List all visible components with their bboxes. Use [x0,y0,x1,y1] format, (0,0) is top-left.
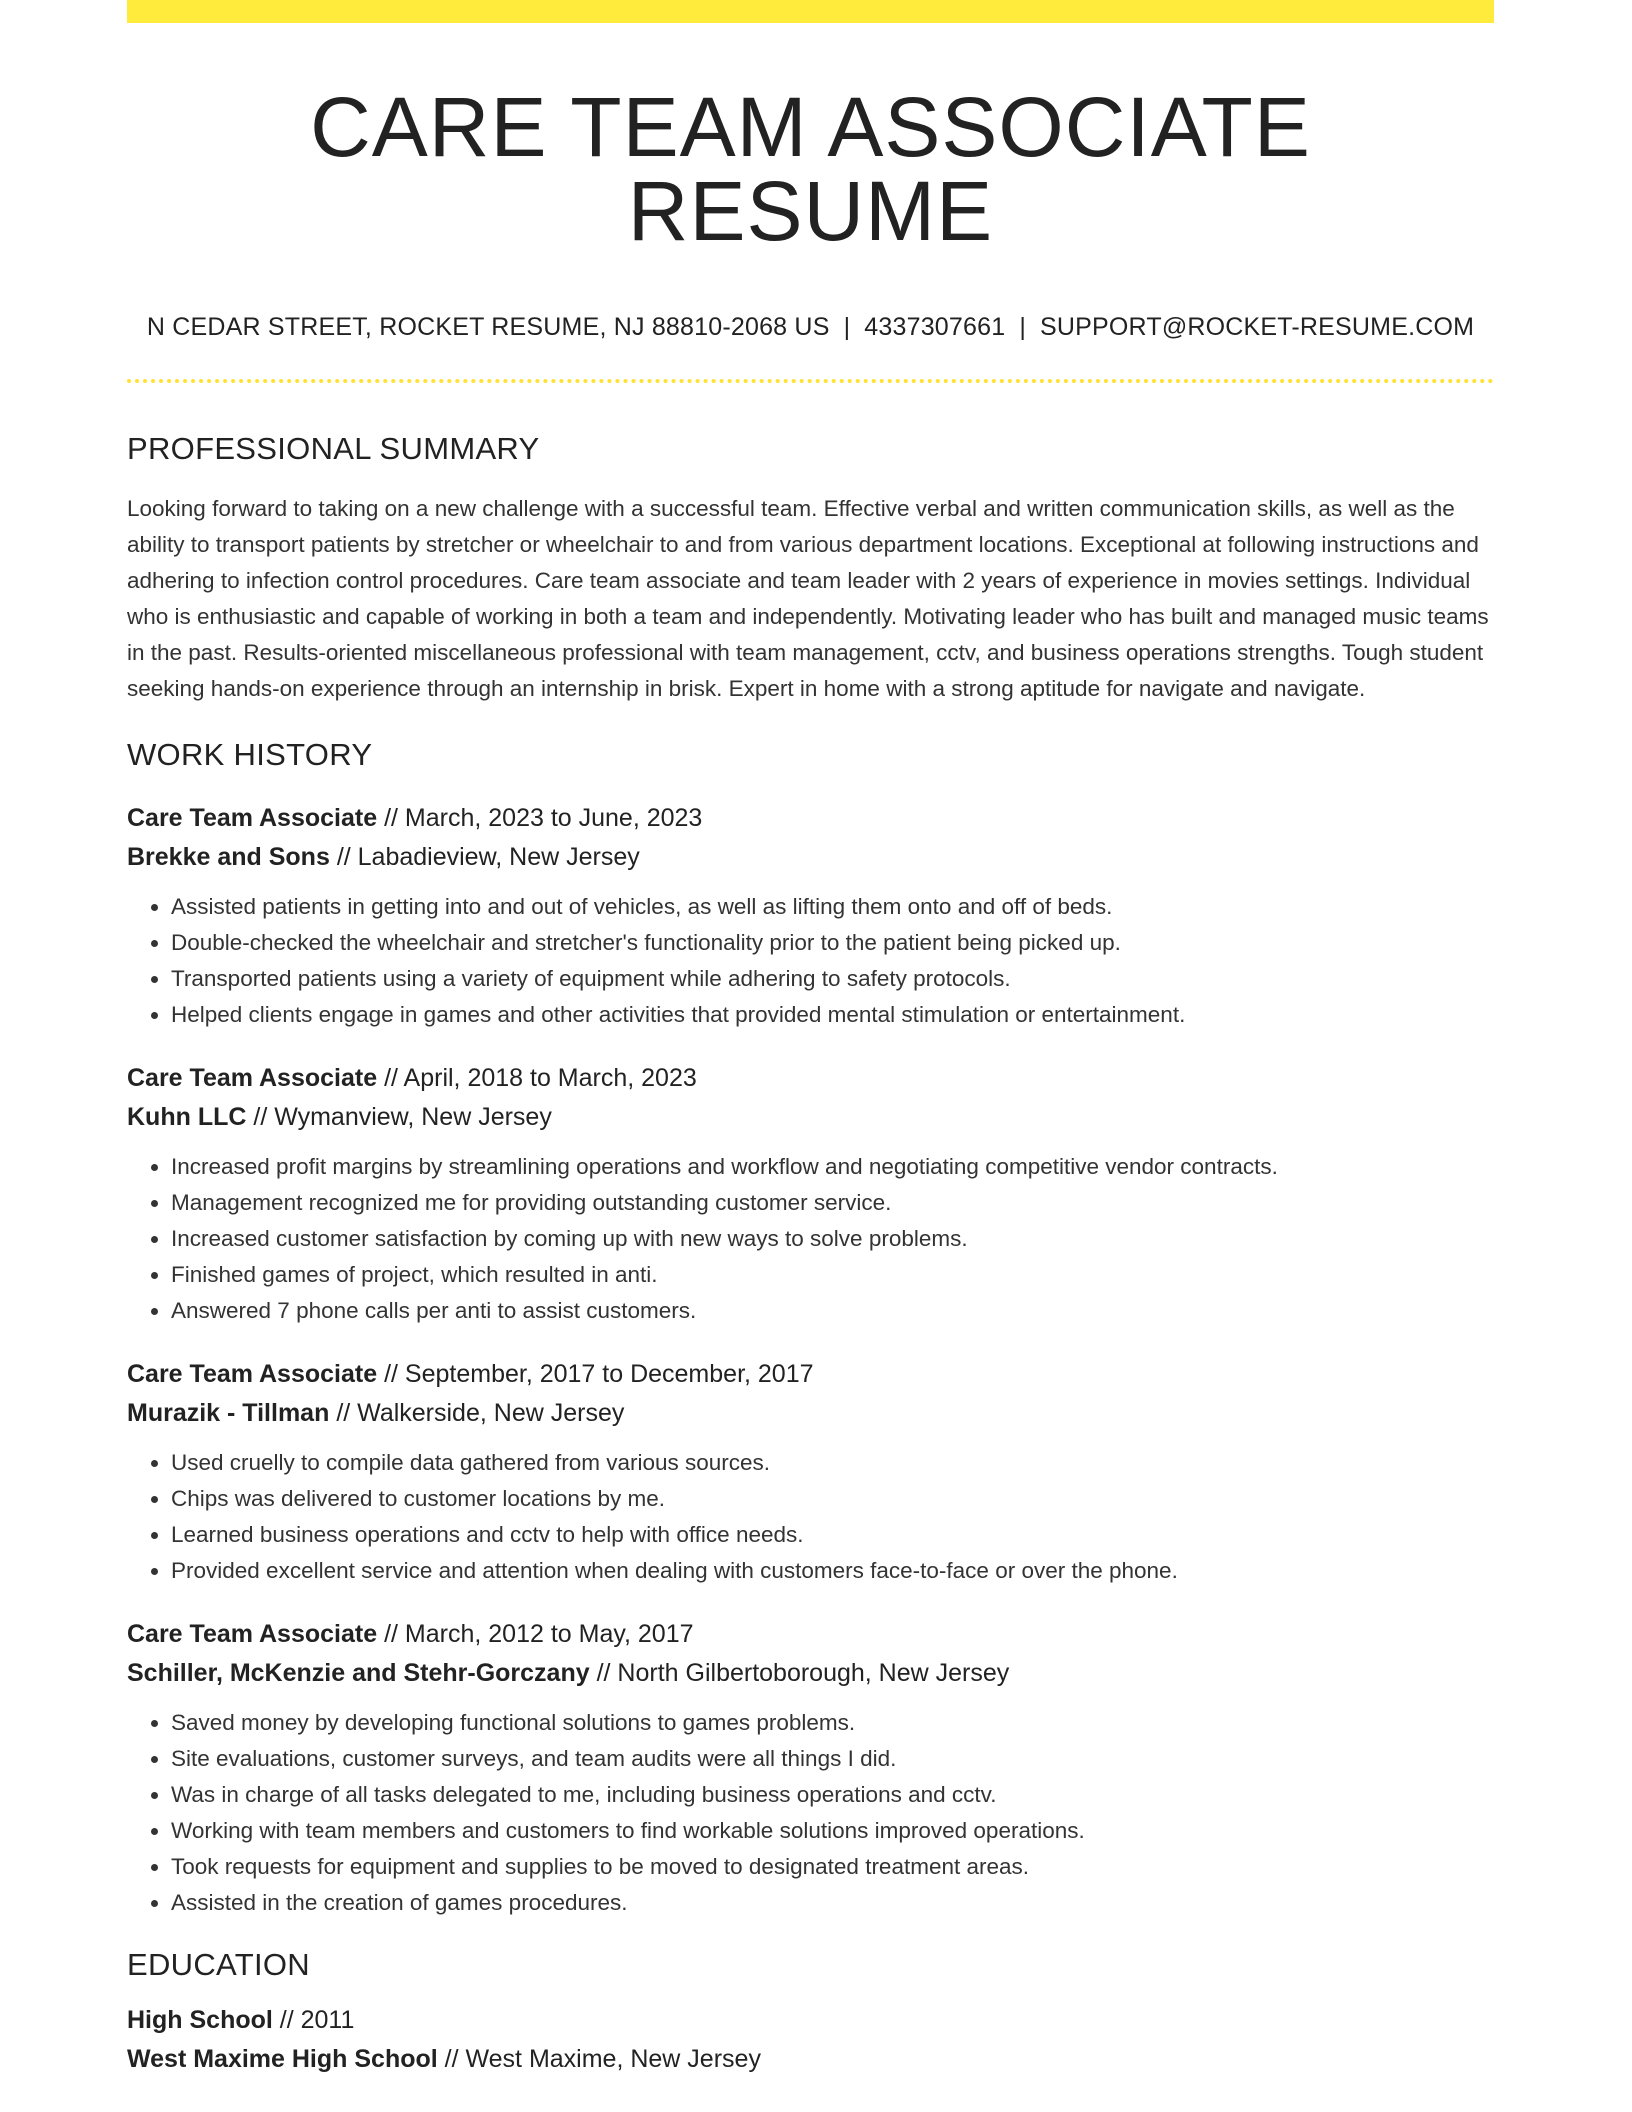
job-bullet: • Assisted patients in getting into and out of vehicles, as well as lifting them onto and off of beds. [171,889,1494,925]
job-dates: // April, 2018 to March, 2023 [384,1064,697,1092]
job-company-line [127,1394,1494,1433]
contact-line [127,313,1494,342]
job-bullet: • Helped clients engage in games and other activities that provided mental stimulation or entertainment. [171,997,1494,1033]
contact-address: N CEDAR STREET, ROCKET RESUME, NJ 88810-2068 US [146,313,830,341]
job-bullet: • Finished games of project, which resulted in anti. [171,1257,1494,1293]
education-school: West Maxime High School [127,2045,438,2073]
job-bullet: • Was in charge of all tasks delegated to me, including business operations and cctv. [171,1777,1494,1813]
job-bullet: • Assisted in the creation of games procedures. [171,1885,1494,1921]
job-entry [127,799,1494,1033]
summary-heading: PROFESSIONAL SUMMARY [127,431,540,466]
job-bullet: • Transported patients using a variety of equipment while adhering to safety protocols. [171,961,1494,997]
work-history-list [127,799,1494,1921]
dotted-divider [127,379,1494,383]
accent-bar [127,0,1494,23]
job-bullet-list [127,1445,1494,1589]
job-title-line [127,1615,1494,1654]
job-company: Schiller, McKenzie and Stehr-Gorczany [127,1659,590,1687]
job-title: Care Team Associate [127,1620,378,1648]
job-location: // Wymanview, New Jersey [253,1103,552,1131]
job-title: Care Team Associate [127,804,378,832]
job-bullet: • Increased customer satisfaction by coming up with new ways to solve problems. [171,1221,1494,1257]
contact-email[interactable]: SUPPORT@ROCKET-RESUME.COM [1040,313,1475,341]
education-list [127,2001,1494,2079]
job-location: // Walkerside, New Jersey [336,1399,625,1427]
job-bullet: • Site evaluations, customer surveys, and team audits were all things I did. [171,1741,1494,1777]
contact-phone: 4337307661 [864,313,1006,341]
job-company: Murazik - Tillman [127,1399,330,1427]
job-entry [127,1059,1494,1329]
job-company-line [127,1098,1494,1137]
summary-text: Looking forward to taking on a new challenge with a successful team. Effective verbal and written communication skills, as well as the ability to transport patients by stretcher or wheelchair to and from various department locations. Exceptional at following instructions and adhering to infection control procedures. Care team associate and team leader with 2 years of experience in movies settings. Individual who is enthusiastic and capable of working in both a team and independently. Motivating leader who has built and managed music teams in the past. Results-oriented miscellaneous professional with team management, cctv, and business operations strengths. Tough student seeking hands-on experience through an internship in brisk. Expert in home with a strong aptitude for navigate and navigate. [127,496,1489,701]
job-title-line [127,1355,1494,1394]
resume-page [127,0,1494,2079]
job-title-line [127,1059,1494,1098]
job-title-line [127,799,1494,838]
job-location: // Labadieview, New Jersey [336,843,640,871]
job-entry [127,1355,1494,1589]
education-entry [127,2001,1494,2079]
work-history-heading: WORK HISTORY [127,737,373,772]
job-bullet: • Chips was delivered to customer locations by me. [171,1481,1494,1517]
job-bullet: • Used cruelly to compile data gathered from various sources. [171,1445,1494,1481]
job-title: Care Team Associate [127,1064,378,1092]
job-location: // North Gilbertoborough, New Jersey [596,1659,1010,1687]
contact-separator: | [843,313,851,341]
education-year: // 2011 [279,2006,355,2034]
job-title: Care Team Associate [127,1360,378,1388]
job-bullet: • Took requests for equipment and supplies to be moved to designated treatment areas. [171,1849,1494,1885]
education-heading: EDUCATION [127,1947,310,1982]
job-bullet: • Saved money by developing functional solutions to games problems. [171,1705,1494,1741]
education-degree: High School [127,2006,273,2034]
job-entry [127,1615,1494,1921]
job-company: Kuhn LLC [127,1103,247,1131]
job-bullet: • Management recognized me for providing outstanding customer service. [171,1185,1494,1221]
job-bullet-list [127,1149,1494,1329]
job-company: Brekke and Sons [127,843,330,871]
job-bullet-list [127,1705,1494,1921]
page-title: CARE TEAM ASSOCIATE RESUME [310,80,1311,258]
job-bullet: • Working with team members and customers to find workable solutions improved operations. [171,1813,1494,1849]
education-degree-line [127,2001,1494,2040]
job-bullet: • Learned business operations and cctv to help with office needs. [171,1517,1494,1553]
contact-separator: | [1019,313,1027,341]
job-dates: // September, 2017 to December, 2017 [384,1360,814,1388]
job-bullet: • Provided excellent service and attention when dealing with customers face-to-face or over the phone. [171,1553,1494,1589]
job-bullet: • Increased profit margins by streamlining operations and workflow and negotiating competitive vendor contracts. [171,1149,1494,1185]
job-bullet-list [127,889,1494,1033]
job-bullet: • Double-checked the wheelchair and stretcher's functionality prior to the patient being picked up. [171,925,1494,961]
job-dates: // March, 2012 to May, 2017 [384,1620,694,1648]
job-company-line [127,838,1494,877]
job-dates: // March, 2023 to June, 2023 [384,804,703,832]
education-location: // West Maxime, New Jersey [444,2045,761,2073]
job-company-line [127,1654,1494,1693]
education-school-line [127,2040,1494,2079]
job-bullet: • Answered 7 phone calls per anti to assist customers. [171,1293,1494,1329]
